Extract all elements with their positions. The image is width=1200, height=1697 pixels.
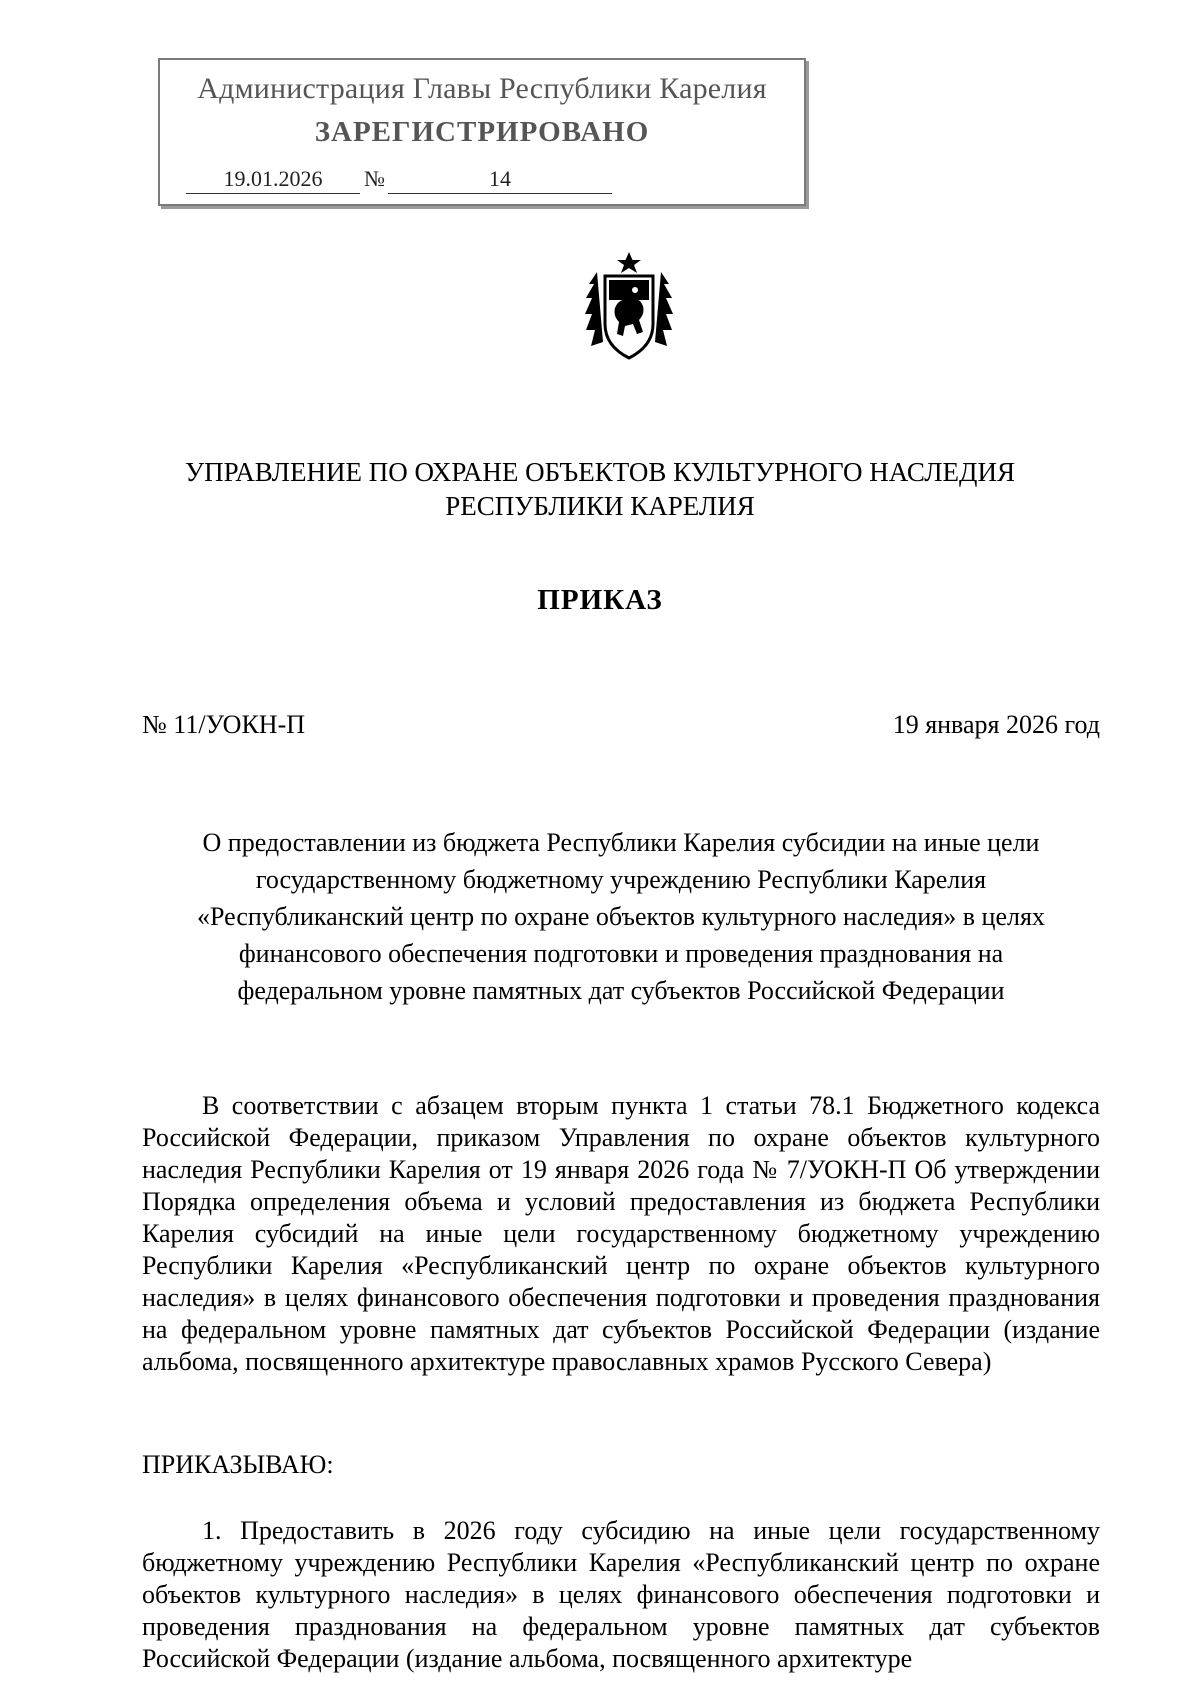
subject-line: О предоставлении из бюджета Республики Карелия субсидии на иные цели <box>202 828 1040 857</box>
stamp-date: 19.01.2026 <box>186 166 360 194</box>
emblem-shield-stripe <box>609 280 649 300</box>
document-subject <box>142 824 1100 1009</box>
order-word: ПРИКАЗЫВАЮ: <box>142 1450 334 1479</box>
subject-line: финансового обеспечения подготовки и проведения празднования на <box>238 939 1004 968</box>
stamp-number: 14 <box>388 166 612 194</box>
order-item-1: 1. Предоставить в 2026 году субсидию на иные цели государственному бюджетному учреждению Республики Карелия «Республиканский центр по охране объектов культурного наследия» в целях финансового обеспечения подготовки и проведения празднования на федеральном уровне памятных дат субъектов Российской Федерации (издание альбома, посвященного архитектуре <box>142 1516 1100 1673</box>
emblem-left-tree <box>585 272 603 346</box>
registration-stamp <box>158 58 806 206</box>
issuing-authority <box>0 455 1200 523</box>
stamp-number-sign: № <box>364 166 385 191</box>
issuing-authority-line-2: РЕСПУБЛИКИ КАРЕЛИЯ <box>445 491 755 521</box>
preamble-paragraph: В соответствии с абзацем вторым пункта 1 статьи 78.1 Бюджетного кодекса Российской Федерации, приказом Управления по охране объектов культурного наследия Республики Карелия от 19 января 2026 года № 7/УОКН-П Об утверждении Порядка определения объема и условий предоставления из бюджета Республики Карелия субсидий на иные цели государственному бюджетному учреждению Республики Карелия «Республиканский центр по охране объектов культурного наследия» в целях финансового обеспечения подготовки и проведения празднования на федеральном уровне памятных дат субъектов Российской Федерации (издание альбома, посвященного архитектуре православных храмов Русского Севера) <box>142 1091 1100 1376</box>
issuing-authority-line-1: УПРАВЛЕНИЕ ПО ОХРАНЕ ОБЪЕКТОВ КУЛЬТУРНОГО НАСЛЕДИЯ <box>185 457 1015 487</box>
document-type: ПРИКАЗ <box>537 584 663 616</box>
document-number: № 11/УОКН-П <box>142 710 306 739</box>
emblem-right-tree <box>655 272 673 346</box>
stamp-organization: Администрация Главы Республики Карелия <box>197 72 767 105</box>
document-date: 19 января 2026 год <box>892 710 1100 739</box>
emblem-star <box>617 252 641 273</box>
karelia-coat-of-arms-icon <box>583 250 675 362</box>
subject-line: «Республиканский центр по охране объектов культурного наследия» в целях <box>197 902 1045 931</box>
subject-line: государственному бюджетному учреждению Республики Карелия <box>255 865 987 894</box>
subject-line: федеральном уровне памятных дат субъектов Российской Федерации <box>237 976 1005 1005</box>
stamp-status: ЗАРЕГИСТРИРОВАНО <box>314 116 650 148</box>
